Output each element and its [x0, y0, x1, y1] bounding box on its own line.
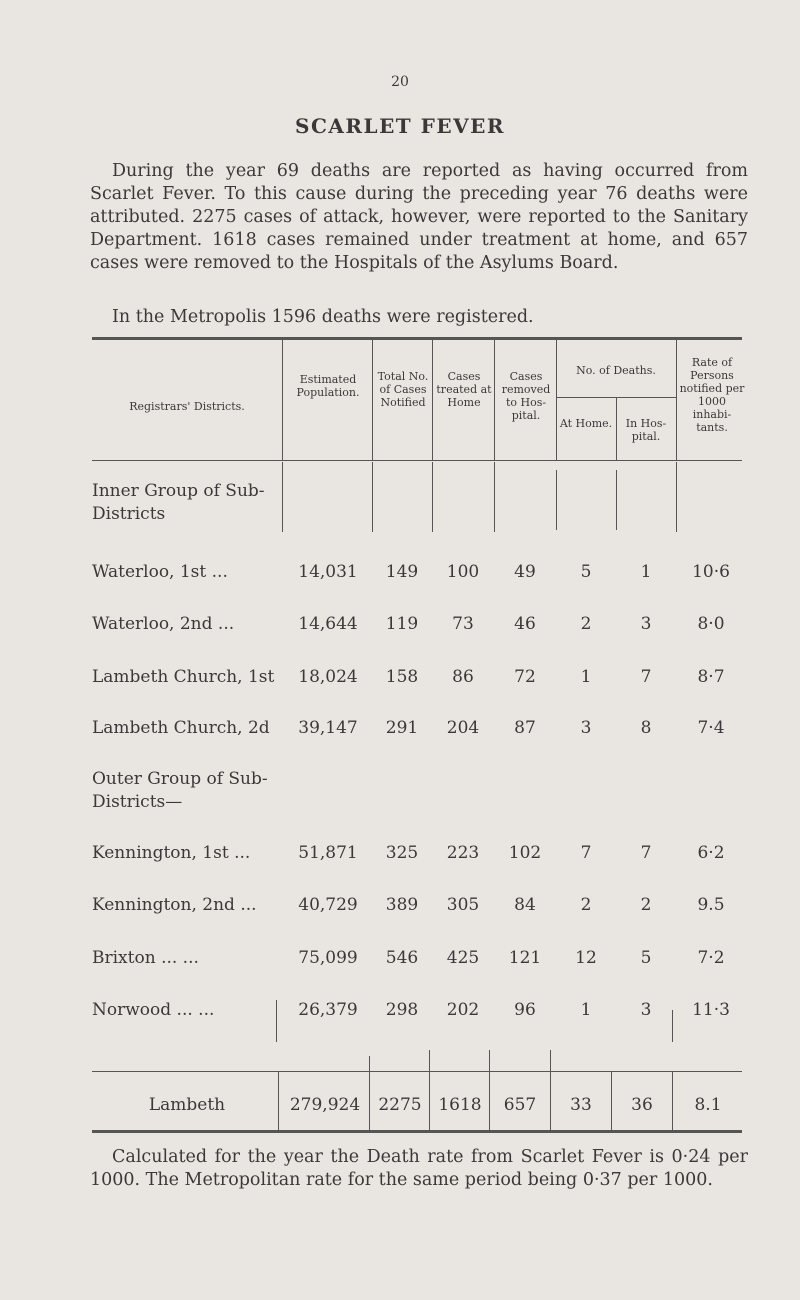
population-cell: 75,099 [298, 948, 358, 968]
column-divider [432, 340, 433, 460]
total-treated-home: 1618 [438, 1095, 482, 1115]
population-cell: 14,644 [298, 614, 358, 634]
notified-cell: 389 [385, 895, 419, 915]
column-divider [432, 462, 433, 532]
table-row [0, 562, 800, 592]
table-row [0, 843, 800, 873]
notified-cell: 291 [385, 718, 419, 738]
total-label: Lambeth [148, 1095, 226, 1115]
deaths-home-cell: 1 [580, 667, 592, 687]
notified-cell: 546 [385, 948, 419, 968]
column-divider [556, 340, 557, 460]
column-divider [676, 462, 677, 532]
column-divider [676, 340, 677, 460]
rate-cell: 8·7 [697, 667, 725, 687]
treated-home-cell: 73 [452, 614, 474, 634]
deaths-home-cell: 2 [580, 895, 592, 915]
table-row [0, 1000, 800, 1030]
table-row [0, 895, 800, 925]
intro-paragraph: During the year 69 deaths are reported as having occurred from Scarlet Fever. To this cause during the preceding year 76 deaths were attributed. 2275 cases of attack, however, were reported to the Sanitary Department. 1618 cases remained under treatment at home, and 657 cases were removed to the Hospitals of the Asylums Board. [90, 161, 748, 273]
rate-cell: 8·0 [697, 614, 725, 634]
header-removed-hospital: Cases removed to Hos- pital. [501, 370, 551, 422]
population-cell: 40,729 [298, 895, 358, 915]
rate-cell: 10·6 [692, 562, 730, 582]
group-label-outer: Outer Group of Sub-Districts— [92, 769, 268, 812]
header-district: Registrars' Districts. [129, 400, 245, 413]
deaths-hospital-cell: 2 [640, 895, 652, 915]
treated-home-cell: 204 [446, 718, 480, 738]
header-rate: Rate of Persons notified per 1000 inhabi- tants. [679, 356, 745, 434]
district-name: Kennington, 2nd ... [92, 895, 257, 915]
deaths-hospital-cell: 1 [640, 562, 652, 582]
table-row [0, 718, 800, 748]
removed-cell: 87 [514, 718, 536, 738]
removed-cell: 49 [514, 562, 536, 582]
notified-cell: 325 [385, 843, 419, 863]
total-population: 279,924 [289, 1095, 361, 1115]
rate-cell: 9.5 [697, 895, 725, 915]
table-bottom-rule [92, 1130, 742, 1133]
deaths-home-cell: 2 [580, 614, 592, 634]
deaths-hospital-cell: 8 [640, 718, 652, 738]
deaths-hospital-cell: 3 [640, 1000, 652, 1020]
removed-cell: 46 [514, 614, 536, 634]
page-title: SCARLET FEVER [295, 114, 505, 138]
removed-cell: 72 [514, 667, 536, 687]
column-divider [282, 340, 283, 460]
deaths-home-cell: 12 [575, 948, 597, 968]
deaths-hospital-cell: 5 [640, 948, 652, 968]
district-name: Waterloo, 2nd ... [92, 614, 235, 634]
deaths-home-cell: 1 [580, 1000, 592, 1020]
population-cell: 26,379 [298, 1000, 358, 1020]
rate-cell: 11·3 [692, 1000, 730, 1020]
rate-cell: 7·2 [697, 948, 725, 968]
header-deaths-hospital: In Hos- pital. [625, 417, 667, 443]
treated-home-cell: 202 [446, 1000, 480, 1020]
column-divider [616, 470, 617, 530]
population-cell: 39,147 [298, 718, 358, 738]
table-top-rule [92, 337, 742, 340]
header-notified: Total No. of Cases Notified [377, 370, 429, 409]
district-name: Kennington, 1st ... [92, 843, 251, 863]
district-name: Lambeth Church, 2d [92, 718, 270, 738]
district-name: Brixton ... ... [92, 948, 199, 968]
population-cell: 51,871 [298, 843, 358, 863]
column-divider [372, 340, 373, 460]
deaths-hospital-cell: 3 [640, 614, 652, 634]
population-cell: 14,031 [298, 562, 358, 582]
notified-cell: 158 [385, 667, 419, 687]
table-header-rule [92, 460, 742, 461]
column-divider [372, 462, 373, 532]
notified-cell: 149 [385, 562, 419, 582]
treated-home-cell: 100 [446, 562, 480, 582]
page-number: 20 [391, 74, 409, 90]
notified-cell: 119 [385, 614, 419, 634]
group-label-inner: Inner Group of Sub-Districts [92, 481, 265, 524]
total-deaths-hospital: 36 [631, 1095, 653, 1115]
column-divider [494, 462, 495, 532]
treated-home-cell: 223 [446, 843, 480, 863]
district-name: Waterloo, 1st ... [92, 562, 228, 582]
header-deaths-home: At Home. [559, 417, 613, 430]
column-divider [556, 470, 557, 530]
rate-cell: 6·2 [697, 843, 725, 863]
removed-cell: 96 [514, 1000, 536, 1020]
population-cell: 18,024 [298, 667, 358, 687]
metropolis-line: In the Metropolis 1596 deaths were registered. [112, 307, 534, 327]
deaths-hospital-cell: 7 [640, 667, 652, 687]
header-treated-home: Cases treated at Home [436, 370, 492, 409]
removed-cell: 121 [508, 948, 542, 968]
treated-home-cell: 86 [452, 667, 474, 687]
header-population: Estimated Population. [296, 373, 360, 399]
removed-cell: 102 [508, 843, 542, 863]
total-notified: 2275 [378, 1095, 422, 1115]
header-deaths-group: No. of Deaths. [576, 364, 656, 377]
table-row [0, 667, 800, 697]
district-name: Norwood ... ... [92, 1000, 215, 1020]
deaths-home-cell: 5 [580, 562, 592, 582]
total-removed: 657 [503, 1095, 537, 1115]
treated-home-cell: 425 [446, 948, 480, 968]
deaths-hospital-cell: 7 [640, 843, 652, 863]
removed-cell: 84 [514, 895, 536, 915]
notified-cell: 298 [385, 1000, 419, 1020]
table-row [0, 948, 800, 978]
rate-cell: 7·4 [697, 718, 725, 738]
treated-home-cell: 305 [446, 895, 480, 915]
total-rate: 8.1 [694, 1095, 722, 1115]
deaths-home-cell: 3 [580, 718, 592, 738]
table-row [0, 614, 800, 644]
column-divider [616, 397, 617, 460]
district-name: Lambeth Church, 1st [92, 667, 275, 687]
total-row [0, 1095, 800, 1125]
closing-paragraph: Calculated for the year the Death rate from Scarlet Fever is 0·24 per 1000. The Metropolitan rate for the same period being 0·37 per 1000. [90, 1147, 748, 1190]
deaths-home-cell: 7 [580, 843, 592, 863]
total-top-rule [92, 1071, 742, 1072]
column-divider [494, 340, 495, 460]
total-deaths-home: 33 [570, 1095, 592, 1115]
